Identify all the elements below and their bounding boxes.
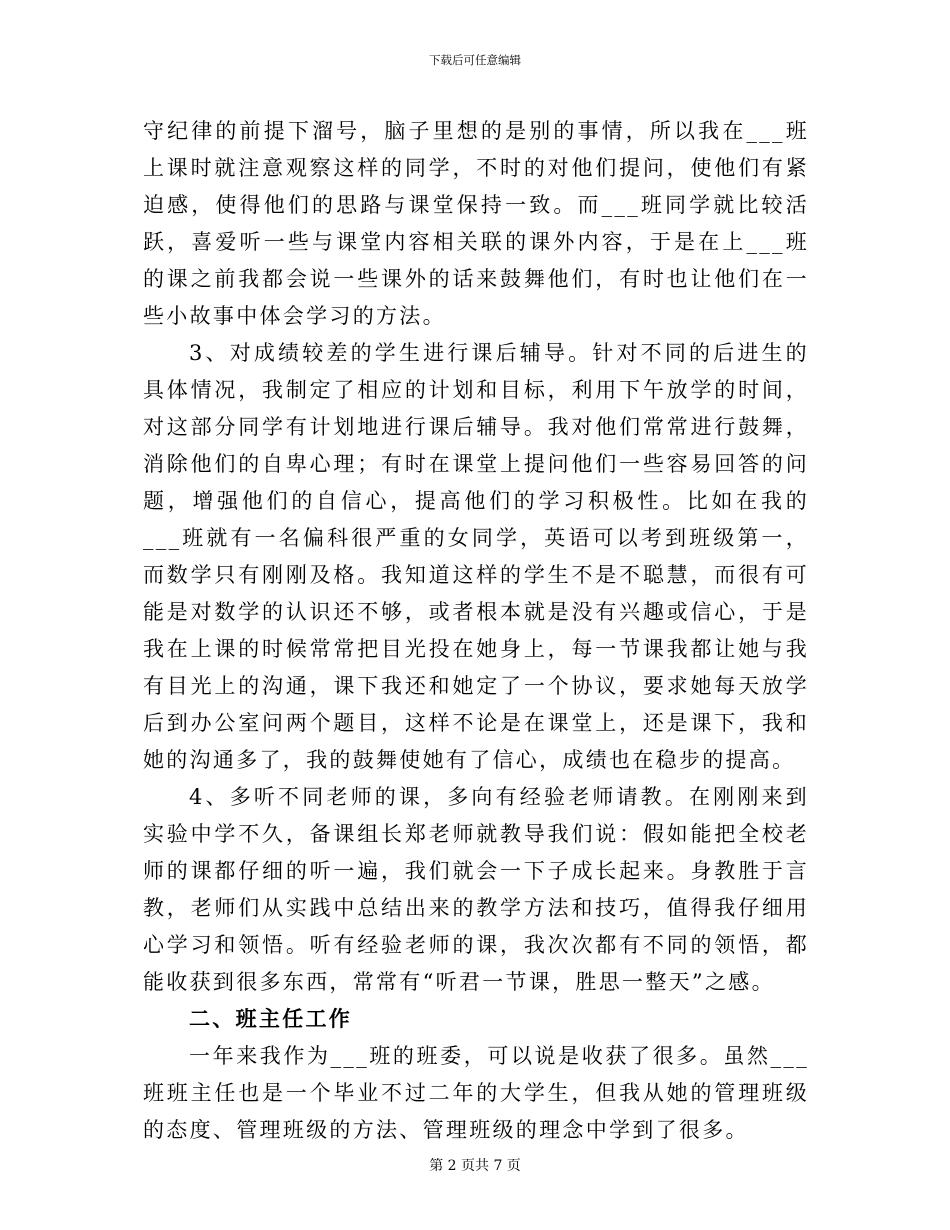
paragraph-item-3: 3、对成绩较差的学生进行课后辅导。针对不同的后进生的具体情况，我制定了相应的计划和目标，利用下午放学的时间，对这部分同学有计划地进行课后辅导。我对他们常常进行鼓舞，消除他们的自卑心理；有时在课堂上提问他们一些容易回答的问题，增强他们的自信心，提高他们的学习积极性。比如在我的___班就有一名偏科很严重的女同学，英语可以考到班级第一，而数学只有刚刚及格。我知道这样的学生不是不聪慧，而很有可能是对数学的认识还不够，或者根本就是没有兴趣或信心，于是我在上课的时候常常把目光投在她身上，每一节课我都让她与我有目光上的沟通，课下我还和她定了一个协议，要求她每天放学后到办公室问两个题目，这样不论是在课堂上，还是课下，我和她的沟通多了，我的鼓舞使她有了信心，成绩也在稳步的提高。 — [143, 341, 809, 772]
page-header — [0, 52, 950, 68]
document-body — [143, 113, 809, 1149]
header-note: 下载后可任意编辑 — [429, 53, 521, 67]
section-heading: 二、班主任工作 — [189, 1007, 353, 1031]
paragraph-class-committee: 一年来我作为___班的班委，可以说是收获了很多。虽然___班班主任也是一个毕业不过二年的大学生，但我从她的管理班级的态度、管理班级的方法、管理班级的理念中学到了很多。 — [143, 1044, 809, 1142]
page-footer — [0, 1156, 950, 1176]
paragraph-continuation: 守纪律的前提下溜号，脑子里想的是别的事情，所以我在___班上课时就注意观察这样的同学，不时的对他们提问，使他们有紧迫感，使得他们的思路与课堂保持一致。而___班同学就比较活跃，喜爱听一些与课堂内容相关联的课外内容，于是在上___班的课之前我都会说一些课外的话来鼓舞他们，有时也让他们在一些小故事中体会学习的方法。 — [143, 119, 809, 328]
paragraph-item-4: 4、多听不同老师的课，多向有经验老师请教。在刚刚来到实验中学不久，备课组长郑老师就教导我们说：假如能把全校老师的课都仔细的听一遍，我们就会一下子成长起来。身教胜于言教，老师们从实践中总结出来的教学方法和技巧，值得我仔细用心学习和领悟。听有经验老师的课，我次次都有不同的领悟，都能收获到很多东西，常常有“听君一节课，胜思一整天”之感。 — [143, 785, 809, 994]
page-number: 第 2 页共 7 页 — [429, 1158, 521, 1174]
